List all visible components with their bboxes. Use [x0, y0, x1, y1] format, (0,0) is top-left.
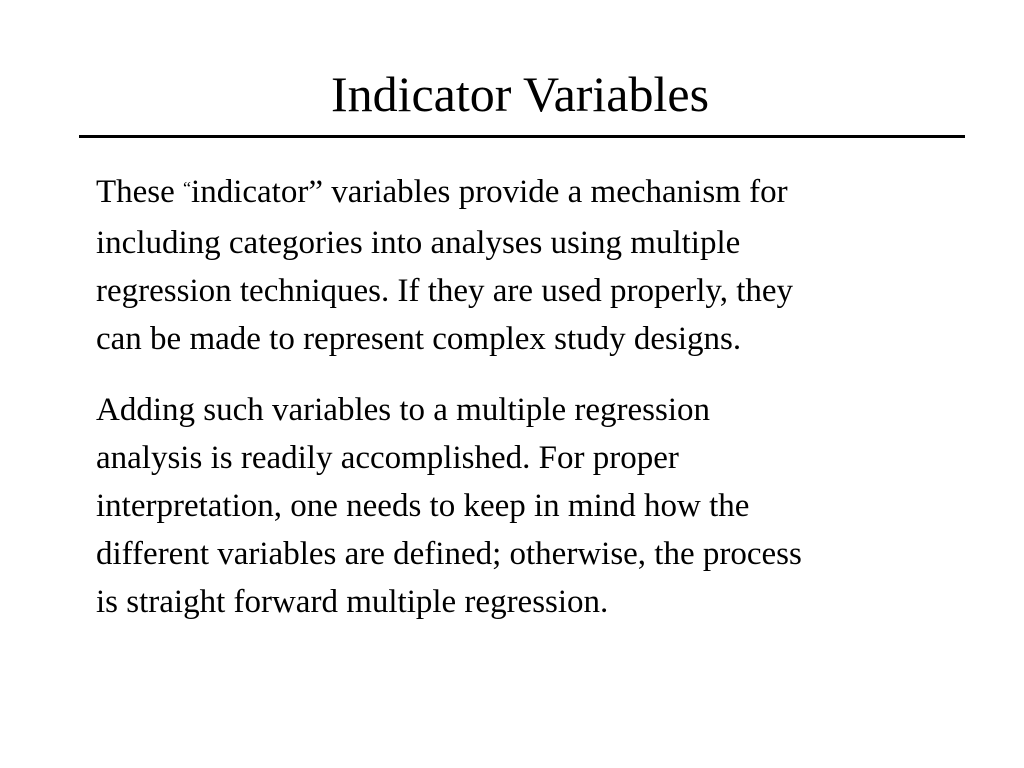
paragraph-1-line-1-end: indicator” variables provide a mechanism for: [191, 174, 788, 210]
paragraph-regression-analysis: [96, 386, 966, 626]
paragraph-2-line-3: interpretation, one needs to keep in mind how the: [96, 488, 750, 524]
paragraph-1-line-1: [96, 164, 966, 219]
paragraph-1-line-4: can be made to represent complex study designs.: [96, 321, 742, 357]
title-divider: [79, 135, 965, 138]
paragraph-2-line-5: is straight forward multiple regression.: [96, 584, 609, 620]
paragraph-1-line-2: including categories into analyses using multiple: [96, 225, 741, 261]
small-opening-quote: “: [183, 178, 192, 198]
paragraph-2-line-4: different variables are defined; otherwise, the process: [96, 536, 802, 572]
paragraph-1-line-3: regression techniques. If they are used properly, they: [96, 273, 794, 309]
paragraph-2-line-1: Adding such variables to a multiple regression: [96, 392, 711, 428]
slide-title: Indicator Variables: [330, 66, 710, 122]
paragraph-indicator-definition: [96, 164, 966, 363]
paragraph-2-line-2: analysis is readily accomplished. For proper: [96, 440, 679, 476]
paragraph-1-line-1-start: These: [96, 174, 184, 210]
